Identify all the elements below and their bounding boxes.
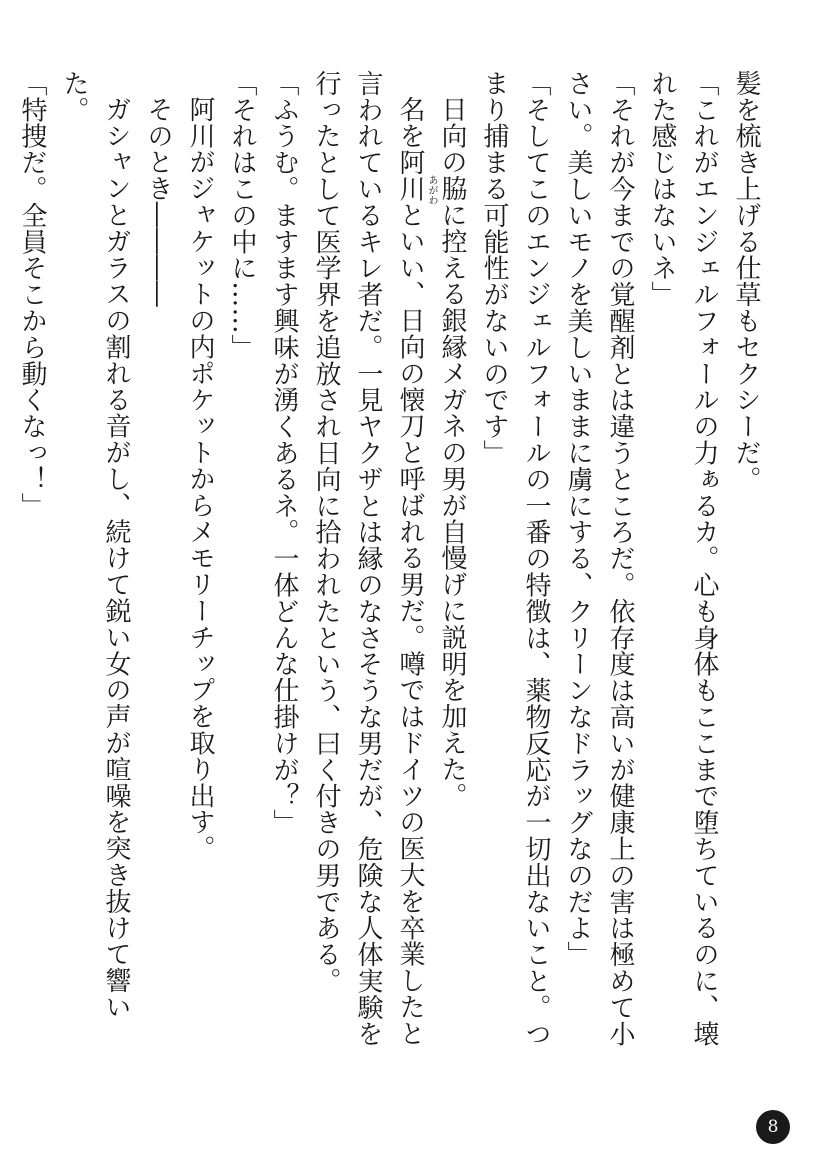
agawa-furigana: あがわ xyxy=(426,174,437,205)
paragraph-dialogue-in-here: 「それはこの中に……」 xyxy=(227,70,257,361)
paragraph-glasses-man: 日向の脇に控える銀縁メガネの男が自慢げに説明を加えた。 xyxy=(437,96,467,809)
agawa-ruby-base xyxy=(395,148,437,205)
agawa-name: 阿川 xyxy=(395,148,425,202)
paragraph-dialogue-interest: 「ふうむ。ますます興味が湧くあるネ。一体どんな仕掛けが？」 xyxy=(269,70,299,836)
paragraph-glass-breaks: ガシャンとガラスの割れる音がし、続けて鋭い女の声が喧噪を突き抜けて響いた。 xyxy=(59,70,131,1020)
page-number-badge: 8 xyxy=(756,1110,790,1144)
paragraph-memory-chip: 阿川がジャケットの内ポケットからメモリーチップを取り出す。 xyxy=(185,96,215,862)
paragraph-dialogue-no-drug-reaction: 「そしてこのエンジェルフォールの一番の特徴は、薬物反応が一切出ないこと。つまり捕まる可能性がないのです」 xyxy=(479,70,551,1047)
paragraph-dialogue-angel-fall-power: 「これがエンジェルフォールの力ぁるカ。心も身体もここまで堕ちているのに、壊れた感じはないネ」 xyxy=(647,70,719,1047)
paragraph-hair: 髪を梳き上げる仕草もセクシーだ。 xyxy=(731,70,761,493)
agawa-after: といい、日向の懐刀と呼ばれる男だ。噂ではドイツの医大を卒業したと言われているキレ者だ。一見ヤクザとは縁のなさそうな男だが、危険な人体実験を行ったとして医学界を追放され日向に拾われたという、曰く付きの男である。 xyxy=(311,70,425,1047)
paragraph-agawa-intro xyxy=(305,70,437,1060)
paragraph-dialogue-special-investigation: 「特捜だ。全員そこから動くなっ！」 xyxy=(17,70,47,519)
vertical-text-body xyxy=(17,70,767,1060)
paragraph-dialogue-clean-drug: 「それが今までの覚醒剤とは違うところだ。依存度は高いが健康上の害は極めて小さい。美しいモノを美しいままに虜にする、クリーンなドラッグなのだよ」 xyxy=(563,70,635,1047)
paragraph-that-moment: そのとき―――― xyxy=(143,96,173,308)
agawa-before: 名を xyxy=(395,96,425,149)
